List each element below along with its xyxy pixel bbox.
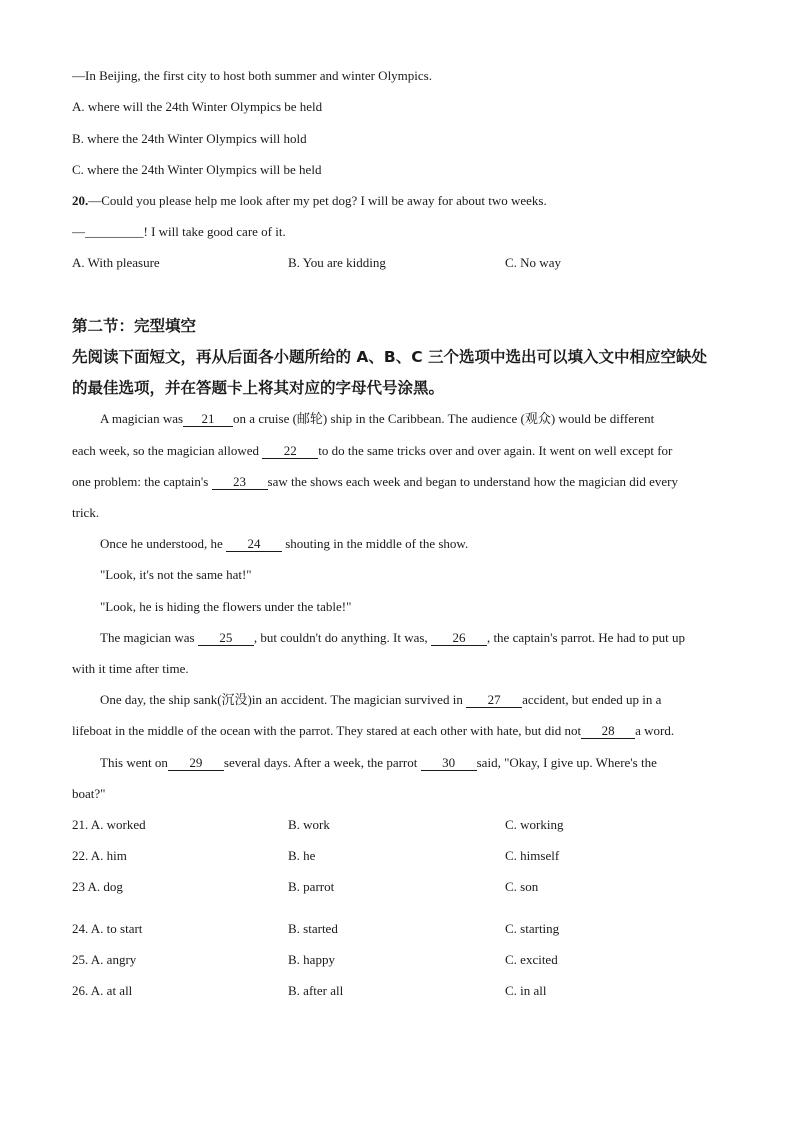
passage-p1-line1 — [100, 411, 654, 427]
passage-text: lifeboat in the middle of the ocean with the parrot. They stared at each other with hate, but did not — [72, 723, 582, 738]
passage-p1-line2 — [72, 443, 672, 459]
option-c: C. excited — [505, 952, 558, 967]
q20-reply-blank: _________ — [85, 224, 144, 239]
passage-text: each week, so the magician allowed — [72, 443, 263, 458]
q20-question: —Could you please help me look after my pet dog? I will be away for about two weeks. — [88, 193, 547, 208]
option-a: 25. A. angry — [72, 952, 137, 967]
passage-p5-line2: with it time after time. — [72, 661, 189, 676]
option-b: B. he — [288, 848, 316, 863]
q19-answer-line: —In Beijing, the first city to host both summer and winter Olympics. — [72, 68, 432, 83]
passage-p6-line2 — [72, 723, 674, 739]
option-c: C. himself — [505, 848, 560, 863]
passage-p1-line3 — [72, 474, 678, 490]
passage-text: one problem: the captain's — [72, 474, 212, 489]
passage-text: A magician was — [100, 411, 184, 426]
passage-text: One day, the ship sank(沉没)in an accident. The magician survived in — [100, 692, 467, 707]
option-c: C. in all — [505, 983, 547, 998]
passage-p2 — [100, 536, 468, 552]
passage-p5-line1 — [100, 630, 685, 646]
option-a: 23 A. dog — [72, 879, 123, 894]
passage-text: , but couldn't do anything. It was, — [253, 630, 431, 645]
option-b: B. started — [288, 921, 338, 936]
q19-option-c: C. where the 24th Winter Olympics will be held — [72, 162, 322, 177]
passage-text: The magician was — [100, 630, 198, 645]
passage-text: , the captain's parrot. He had to put up — [486, 630, 685, 645]
option-b: B. after all — [288, 983, 344, 998]
blank-21: 21 — [183, 412, 233, 427]
passage-p3: "Look, it's not the same hat!" — [100, 567, 252, 582]
passage-text: Once he understood, he — [100, 536, 226, 551]
option-a: 24. A. to start — [72, 921, 143, 936]
passage-p6-line1 — [100, 692, 661, 708]
passage-text: to do the same tricks over and over again. It went on well except for — [318, 443, 673, 458]
blank-24: 24 — [226, 537, 282, 552]
q20-option-b: B. You are kidding — [288, 255, 386, 270]
option-b: B. happy — [288, 952, 335, 967]
passage-p7-line1 — [100, 755, 657, 771]
passage-p4: "Look, he is hiding the flowers under the table!" — [100, 599, 352, 614]
blank-22: 22 — [262, 444, 318, 459]
blank-25: 25 — [198, 631, 254, 646]
q20-option-c: C. No way — [505, 255, 561, 270]
q20-reply-line — [72, 224, 286, 240]
passage-text: shouting in the middle of the show. — [282, 536, 469, 551]
blank-27: 27 — [466, 693, 522, 708]
blank-26: 26 — [431, 631, 487, 646]
section-instruction-line2: 的最佳选项，并在答题卡上将其对应的字母代号涂黑。 — [72, 379, 445, 397]
section-instruction-line1: 先阅读下面短文，再从后面各小题所给的 A、B、C 三个选项中选出可以填入文中相应空缺处 — [72, 348, 707, 366]
passage-text: several days. After a week, the parrot — [223, 755, 421, 770]
q20-option-a: A. With pleasure — [72, 255, 160, 270]
option-a: 21. A. worked — [72, 817, 146, 832]
blank-30: 30 — [421, 756, 477, 771]
q19-option-a: A. where will the 24th Winter Olympics be held — [72, 99, 323, 114]
passage-p7-line2: boat?" — [72, 786, 106, 801]
passage-text: This went on — [100, 755, 168, 770]
q19-option-b: B. where the 24th Winter Olympics will hold — [72, 131, 307, 146]
blank-23: 23 — [212, 475, 268, 490]
passage-text: on a cruise (邮轮) ship in the Caribbean. The audience (观众) would be different — [233, 411, 655, 426]
option-b: B. work — [288, 817, 330, 832]
blank-28: 28 — [581, 724, 635, 739]
option-c: C. working — [505, 817, 564, 832]
q20-reply-rest: ! I will take good care of it. — [143, 224, 286, 239]
option-c: C. son — [505, 879, 539, 894]
passage-text: a word. — [635, 723, 675, 738]
option-a: 26. A. at all — [72, 983, 133, 998]
passage-text: said, "Okay, I give up. Where's the — [476, 755, 657, 770]
q20-number: 20. — [72, 193, 89, 208]
blank-29: 29 — [168, 756, 224, 771]
q20-reply-dash: — — [72, 224, 85, 239]
option-a: 22. A. him — [72, 848, 127, 863]
passage-text: saw the shows each week and began to understand how the magician did every — [267, 474, 678, 489]
option-b: B. parrot — [288, 879, 335, 894]
passage-text: accident, but ended up in a — [522, 692, 662, 707]
section-title: 第二节：完型填空 — [72, 317, 197, 335]
option-c: C. starting — [505, 921, 560, 936]
q20-question-line — [72, 193, 547, 209]
passage-p1-line4: trick. — [72, 505, 100, 520]
